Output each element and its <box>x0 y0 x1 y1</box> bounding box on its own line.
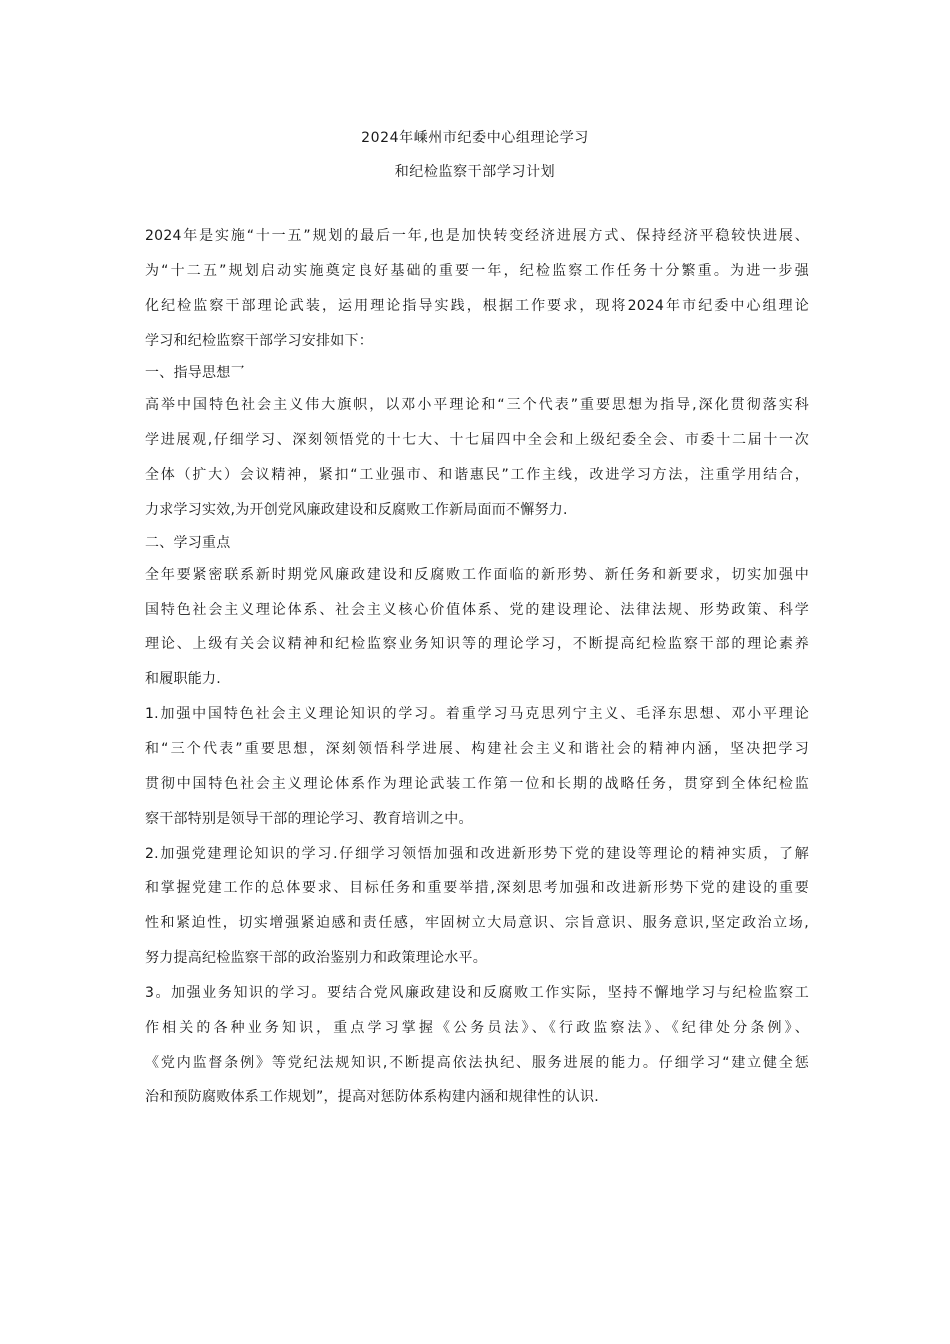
paragraph-line: 高举中国特色社会主义伟大旗帜，以邓小平理论和“三个代表”重要思想为指导,深化贯彻落实科 <box>145 397 809 414</box>
paragraph <box>145 390 809 529</box>
paragraph-line: 化纪检监察干部理论武装，运用理论指导实践，根据工作要求，现将2024年市纪委中心组理论 <box>145 297 809 314</box>
paragraph-line: 1.加强中国特色社会主义理论知识的学习。着重学习马克思列宁主义、毛泽东思想、邓小平理论 <box>145 706 809 723</box>
paragraph-line: 治和预防腐败体系工作规划”，提高对惩防体系构建内涵和规律性的认识. <box>145 1089 599 1106</box>
paragraph-line: 《党内监督条例》等党纪法规知识,不断提高依法执纪、服务进展的能力。仔细学习“建立健全惩 <box>145 1054 809 1071</box>
paragraph-line: 贯彻中国特色社会主义理论体系作为理论武装工作第一位和长期的战略任务，贯穿到全体纪检监 <box>145 775 809 792</box>
paragraph-line: 和掌握党建工作的总体要求、目标任务和重要举措,深刻思考加强和改进新形势下党的建设的重要 <box>145 880 809 897</box>
paragraph-line: 学进展观,仔细学习、深刻领悟党的十七大、十七届四中全会和上级纪委全会、市委十二届十一次 <box>145 432 809 449</box>
paragraph-line: 全体（扩大）会议精神，紧扣“工业强市、和谐惠民”工作主线，改进学习方法，注重学用结合， <box>145 467 809 484</box>
paragraph-line: 和履职能力. <box>145 671 221 688</box>
paragraph-line: 2024年是实施“十一五”规划的最后一年,也是加快转变经济进展方式、保持经济平稳较快进展、 <box>145 228 809 244</box>
paragraph-line: 3。加强业务知识的学习。要结合党风廉政建设和反腐败工作实际，坚持不懈地学习与纪检监察工 <box>145 984 809 1001</box>
section-heading: 二、学习重点 <box>145 534 231 551</box>
paragraph-line: 2.加强党建理论知识的学习.仔细学习领悟加强和改进新形势下党的建设等理论的精神实质，了解 <box>145 845 809 862</box>
paragraph-line: 察干部特别是领导干部的理论学习、教育培训之中。 <box>145 810 473 827</box>
paragraph-line: 作相关的各种业务知识，重点学习掌握《公务员法》、《行政监察法》、《纪律处分条例》、 <box>145 1019 809 1036</box>
document-body <box>145 221 809 1117</box>
paragraph-line: 为“十二五”规划启动实施奠定良好基础的重要一年，纪检监察工作任务十分繁重。为进一步强 <box>145 262 809 279</box>
paragraph <box>145 221 809 360</box>
paragraph <box>145 699 809 838</box>
paragraph <box>145 839 809 978</box>
paragraph <box>145 978 809 1117</box>
paragraph-line: 国特色社会主义理论体系、社会主义核心价值体系、党的建设理论、法律法规、形势政策、科学 <box>145 601 809 618</box>
paragraph <box>145 560 809 699</box>
paragraph-line: 和“三个代表”重要思想，深刻领悟科学进展、构建社会主义和谐社会的精神内涵，坚决把学习 <box>145 740 809 757</box>
paragraph-line: 努力提高纪检监察干部的政治鉴别力和政策理论水平。 <box>145 950 487 967</box>
paragraph-line: 学习和纪检监察干部学习安排如下： <box>145 332 373 349</box>
paragraph-line: 性和紧迫性，切实增强紧迫感和责任感，牢固树立大局意识、宗旨意识、服务意识,坚定政治立场, <box>145 915 809 932</box>
document-title-line-1: 2024年嵊州市纪委中心组理论学习 <box>361 130 589 146</box>
section-heading: 一、指导思想乛 <box>145 365 245 382</box>
paragraph-line: 力求学习实效,为开创党风廉政建设和反腐败工作新局面而不懈努力. <box>145 501 568 518</box>
paragraph-line: 理论、上级有关会议精神和纪检监察业务知识等的理论学习，不断提高纪检监察干部的理论素养 <box>145 636 809 653</box>
paragraph-line: 全年要紧密联系新时期党风廉政建设和反腐败工作面临的新形势、新任务和新要求，切实加强中 <box>145 566 809 583</box>
document-title-line-2: 和纪检监察干部学习计划 <box>394 164 556 180</box>
